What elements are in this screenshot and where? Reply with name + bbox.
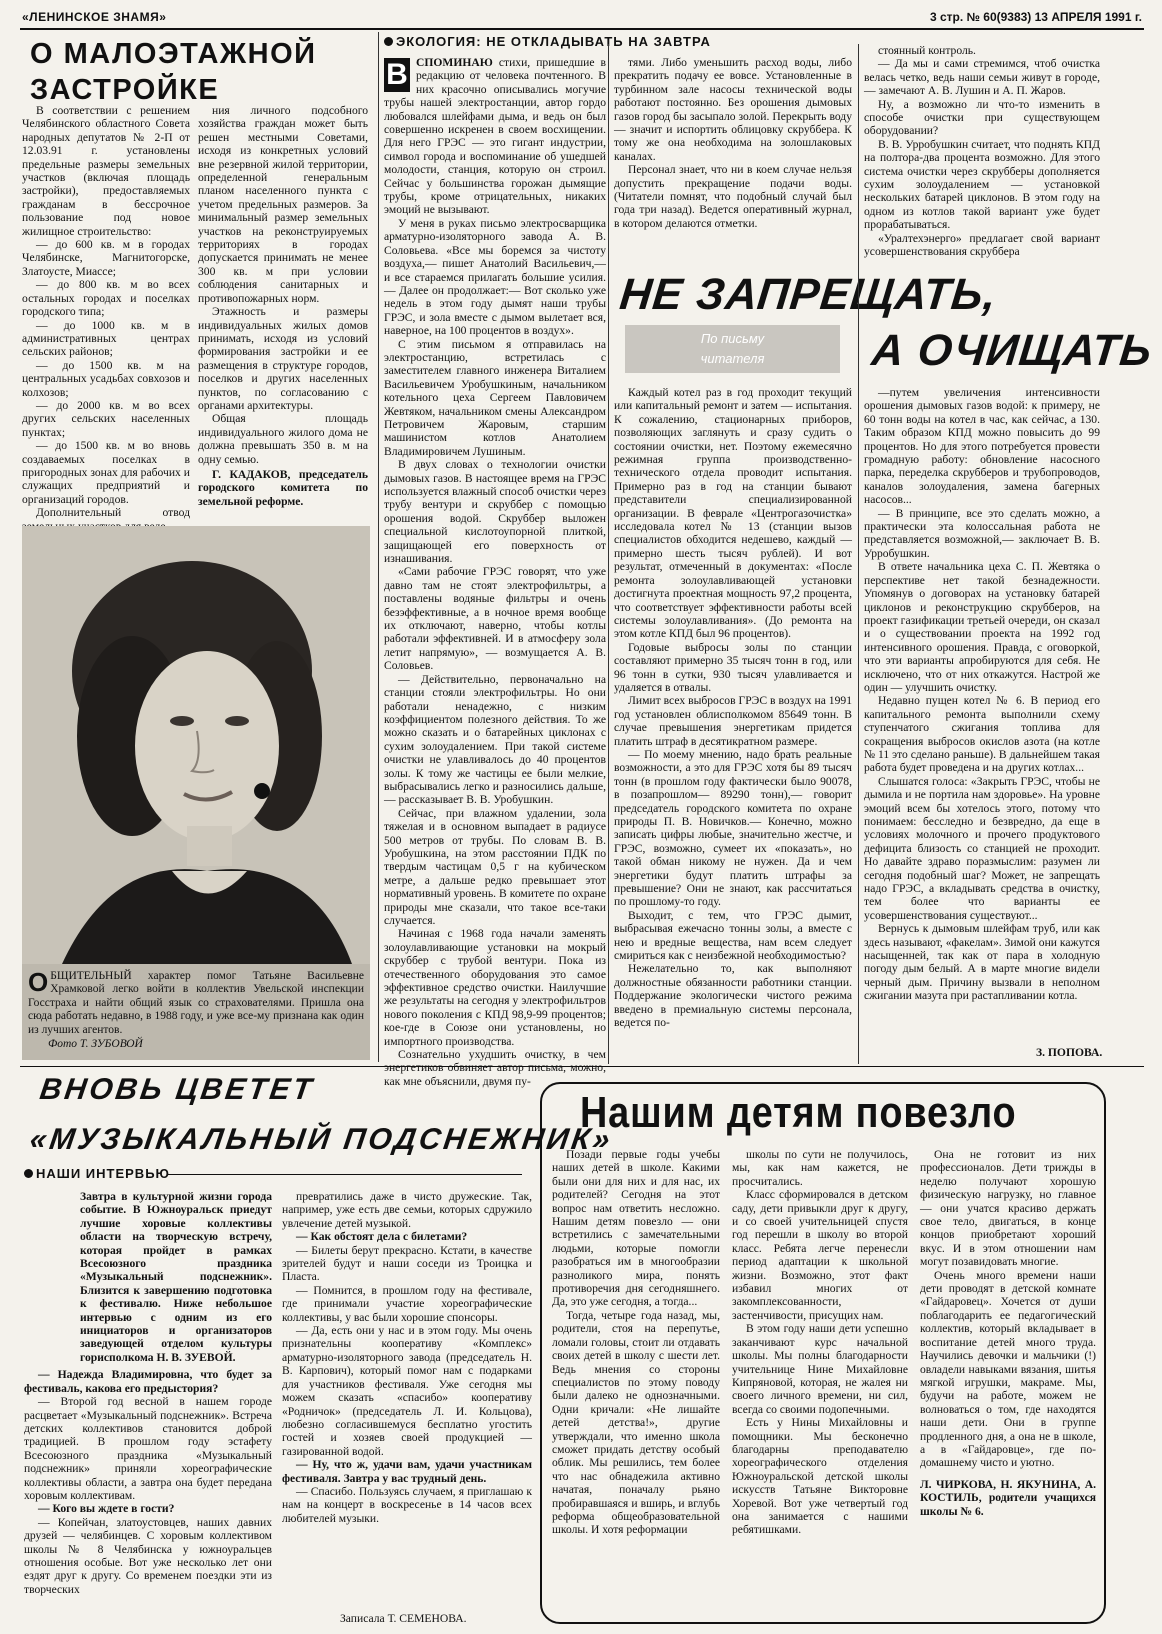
article2-paragraph: Недавно пущен котел № 6. В период его капитального ремонта выполнили схему ступенчатого сжигания топлива для сокращения выбросов окислов азота (на котле № 11 это сделано раньше). В дальнейшем такая работа будет проведена и на других котлах... xyxy=(864,694,1100,775)
article2-paragraph: Ну, а возможно ли что-то изменить в способе очистки при существующем оборудовании? xyxy=(864,97,1100,138)
article1-paragraph: Дополнительный отвод xyxy=(36,506,190,520)
article2-rubric-text: ЭКОЛОГИЯ: НЕ ОТКЛАДЫВАТЬ НА ЗАВТРА xyxy=(396,34,711,49)
caption-text: БЩИТЕЛЬНЫЙ характер помог Татьяне Васильевне Храмковой легко войти в коллектив Увельской инспекции Госстраха и найти общий язык со страхователями. Пришла она сюда работать недавно, в 1988 году, и уже все-му признана как один из лучших агентов. xyxy=(28,970,364,1036)
article3-paragraph: — Спасибо. Пользуясь случаем, я приглашаю к нам на концерт в воскресенье в 14 часов всех любителей музыки. xyxy=(282,1484,532,1525)
article2-paragraph: Слышатся голоса: «Закрыть ГРЭС, чтобы не дымила и не портила нам здоровье». На уровне эмоций всем бы хотелось этого, потому что понимаем: бесследно и безвредно, да еще в условиях молочного и прочего продуктового дефицита близость со станцией не проходит. Но давайте здраво поразмыслим: разумен ли сегодня подобный шаг? Может, не запрещать надо ГРЭС, а вкладывать средства в очистку, тем более что варианты ее усовершенствования существуют... xyxy=(864,774,1100,922)
article2-paragraph: Персонал знает, что ни в коем случае нельзя допустить прекращение подачи воды. (Читатели помнят, что подобный случай был года три назад). Ведется оперативный журнал, в котором делаются отметки. xyxy=(614,163,852,230)
article4-signature: Л. ЧИРКОВА, Н. ЯКУНИНА, А. КОСТИЛЬ, родители учащихся школы № 6. xyxy=(920,1477,1096,1518)
article3-title-line2: «МУЗЫКАЛЬНЫЙ ПОДСНЕЖНИК» xyxy=(27,1123,615,1156)
article3-paragraph: — Надежда Владимировна, что будет за фестиваль, какова его предыстория? xyxy=(24,1368,272,1395)
article2-title-line2: А ОЧИЩАТЬ xyxy=(869,326,1155,375)
article1-paragraph: ния личного подсобного хозяйства граждан может быть решен местными Советами, исходя из конкретных условий вне резервной жилой территории, определенной генеральным планом населенного пункта с учетом предельных размеров. За минимальный размер земельных участков на реконструируемых территориях в городах допускается принимать не менее 300 кв. м при условии соблюдения санитарных и противопожарных норм. xyxy=(198,104,368,305)
article3-paragraph: — Как обстоят дела с билетами? xyxy=(296,1230,468,1244)
article2-paragraph: — Да мы и сами стремимся, чтоб очистка велась четко, ведь наши семьи живут в городе,— замечают А. В. Лушин и А. П. Жаров. xyxy=(864,57,1100,98)
article2-paragraph: Нежелательно то, как выполняют должностные обязанности работники станции. Поддержание экологически чистого режима введено в премиальную системы персонала, ведется по- xyxy=(614,962,852,1030)
article4-paragraph: В этом году наши дети успешно заканчивают курс начальной школы. Мы полны благодарности учительнице Нине Михайловне Кипряновой, которая, не жалея ни своего личного времени, ни сил, всегда со своими подопечными. xyxy=(732,1322,908,1416)
article2-paragraph: Вернусь к дымовым шлейфам труб, или как здесь называют, «факелам». Зимой они кажутся насыщенней, так как от пара в холодную погоду дым белый. А в марте многие видели черный дым. Причину вызвали в неполном сжигании мазута при растапливании котла. xyxy=(864,922,1100,1003)
article4-column-3 xyxy=(920,1148,1096,1518)
article4-title: Нашим детям повезло xyxy=(580,1088,1017,1137)
caption-initial: О xyxy=(28,967,49,997)
article4-paragraph: Она не готовит из них профессионалов. Дети трижды в неделю получают хорошую физическую нагрузку, но главное — они учатся красиво держать свое тело, двигаться, в конце концов приобретают хороший вкус. И в этом отношении нам могут позавидовать многие. xyxy=(920,1148,1096,1269)
article1-paragraph: — до 800 кв. м во всех остальных городах и поселках городского типа; xyxy=(22,278,190,319)
article3-paragraph: — Помнится, в прошлом году на фестивале, где принимали участие хореографические коллективы, у вас были хорошие спонсоры. xyxy=(282,1283,532,1324)
article1-paragraph: Общая площадь индивидуального жилого дома не должна превышать 350 в. м на одну семью. xyxy=(198,412,368,466)
article4-paragraph: Очень много времени наши дети проводят в детской комнате «Гайдаровец». Хочется от души поблагодарить ее педагогический коллектив, который вкладывает в воспитание детей много труда. Научились девочки и мальчики (!) овладели навыками вязания, шитья мягкой игрушки, макраме. Мы, будучи на работе, можем не волноваться о том, где находятся наши дети. Они в группе продленного дня, а она не в школе, а в «Гайдаровце», где по-домашнему чисто и уютно. xyxy=(920,1268,1096,1470)
article3-paragraph: — Кого вы ждете в гости? xyxy=(38,1502,175,1516)
article3-paragraph: превратились даже в чисто дружеские. Так, например, уже есть две семьи, которых сдружило увлечение детей музыкой. xyxy=(282,1190,532,1230)
article3-paragraph: — Ну, что ж, удачи вам, удачи участникам фестиваля. Завтра у вас трудный день. xyxy=(282,1458,532,1485)
article1-paragraph: — до 1500 кв. м во вновь создаваемых поселках в пригородных зонах для рабочих и служащих предприятий и организаций городов. xyxy=(22,439,190,506)
reader-letter-tag xyxy=(625,325,840,373)
article2-column-1 xyxy=(384,56,606,1088)
article2-paragraph: Сознательно ухудшить очистку, в чем энергетиков обвиняет автор письма, можно, как мне объяснили, двумя пу- xyxy=(384,1048,606,1088)
portrait-photo xyxy=(22,526,370,964)
article3-paragraph: — Копейчан, златоустовцев, наших давних друзей — челябинцев. С хоровым коллективом школы № 8 Челябинска у южноуральцев отношения особые. Вот уже несколько лет они ездят друг к другу. Со временем поездки эти из творческих xyxy=(24,1515,272,1596)
article1-column-1 xyxy=(22,104,190,533)
article1-paragraph: — до 600 кв. м в городах Челябинске, Магнитогорске, Златоусте, Миассе; xyxy=(22,238,190,278)
article2-column-2-top xyxy=(614,56,852,230)
article2-paragraph: тями. Либо уменьшить расход воды, либо прекратить подачу ее вовсе. Установленные в турбинном зале насосы технической воды работают постоянно. Без орошения дымовых газов город бы засыпало золой. Перекрыть воду — значит и испортить облицовку скруббера. К тому же она необходима на золошлаковых каналах. xyxy=(614,56,852,163)
article2-paragraph: стоянный контроль. xyxy=(878,44,976,57)
article2-column-3-top xyxy=(864,44,1100,259)
article1-paragraph: — до 1500 кв. м на центральных усадьбах совхозов и колхозов; xyxy=(22,358,190,399)
article2-column-3 xyxy=(864,386,1100,1003)
article2-paragraph: Сейчас, при влажном удалении, зола тяжелая и в основном выпадает в радиусе 500 метров от трубы. По словам В. В. Уробушкина, на этом расстоянии ПДК по твердым частицам 0,5 г на кубическом метре, а дальше редко превышает этот нормативный уровень. В комитете по охране природы мне сказали, что такое все-таки случается. xyxy=(384,806,606,927)
article2-dropcap: В xyxy=(384,58,410,92)
article3-column-1 xyxy=(24,1190,272,1596)
article3-paragraph: — Второй год весной в нашем городе расцветает «Музыкальный подснежник». Встреча детских коллективов становится доброй традицией. В прошлом году эстафету Всесоюзного праздника «Музыкальный подснежник» приняли хореографические коллективы области, а завтра она будет передана хоровым коллективам. xyxy=(24,1395,272,1502)
article1-paragraph: Этажность и размеры индивидуальных жилых домов принимать, исходя из условий формирования застройки и ее размещения в структуре городов, поселков и других населенных пунктов, по согласованию с органами архитектуры. xyxy=(198,305,368,412)
newspaper-name: «ЛЕНИНСКОЕ ЗНАМЯ» xyxy=(22,10,167,24)
article2-column-2 xyxy=(614,386,852,1030)
rubric-line xyxy=(168,1174,522,1175)
article1-paragraph: — до 1000 кв. м в административных центрах сельских районов; xyxy=(22,318,190,359)
article4-paragraph: Класс сформировался в детском саду, дети привыкли друг к другу, и со своей учительницей спустя год перешли в школу во второй класс. Ребята легче перенесли период адаптации к школьной жизни. Возможно, этот факт избавил многих от закомплексованности, застенчивости, присущих нам. xyxy=(732,1188,908,1322)
article4-column-2 xyxy=(732,1148,908,1537)
article2-paragraph: «Сами рабочие ГРЭС говорят, что уже давно там не стоят электрофильтры, а поставлены водяные фильтры и очень безэффективные, а в ночное время вообще их отключают, наверно, чтобы котлы работали эффективней. И в атмосферу зола летит напрямую», — возмущается А. В. Соловьев. xyxy=(384,565,606,673)
article2-title-line1: НЕ ЗАПРЕЩАТЬ, xyxy=(617,270,1000,319)
column-divider xyxy=(608,44,609,1064)
article1-column-2 xyxy=(198,104,368,508)
article4-column-1 xyxy=(552,1148,720,1537)
article4-paragraph: школы по сути не получилось, мы, как нам кажется, не просчитались. xyxy=(732,1148,908,1188)
article3-signature: Записала Т. СЕМЕНОВА. xyxy=(340,1612,467,1625)
article3-column-2 xyxy=(282,1190,532,1525)
article2-paragraph: У меня в руках письмо электросварщика арматурно-изоляторного завода А. В. Соловьева. «Все мы боремся за чистоту воздуха,— пишет Анатолий Васильевич,— и все стараемся прилагать большие усилия.— Далее он продолжает:— Вот сколько уже недель в этом году дымят наши трубы ГРЭС, и зола вместе с дымом вылетает вся, наверное, на 100 процентов в воздух». xyxy=(384,216,606,338)
article2-paragraph: — По моему мнению, надо брать реальные возможности, а это для ГРЭС хотя бы 89 тысяч тонн (в прошлом году фактически было 90078, в позапрошлом— 89290 тонн),— говорит председатель городского комитета по охране природы П. В. Новичков.— Конечно, можно записать цифры любые, значительно жестче, и ГРЭС, возможно, сумеет их «показать», но такой обман никому не нужен. Да и чем энергетики будут платить штрафы за превышение? Они не знают, как рассчитаться по прошлому-то году. xyxy=(614,747,852,909)
article2-paragraph: В ответе начальника цеха С. П. Жевтяка о перспективе нет такой безнадежности. Упомянув о договорах на установку батарей циклонов и реконструкцию скрубберов, на проект газификации третьей очереди, он сказал и о существовании проекта на 1992 год интенсивного орошения. Правда, с оговоркой, что эти варианты апробируются для себя. Не исключено, что от них откажутся. Настрой же один — улучшить очистку. xyxy=(864,560,1100,694)
article1-signature: Г. КАДАКОВ, председатель городского комитета по земельной реформе. xyxy=(198,467,368,508)
article4-paragraph: Тогда, четыре года назад, мы, родители, стоя на перепутье, ломали головы, стоит ли отдавать своих детей в школу с шести лет. Ведь мнения со стороны специалистов по этому поводу были далеко не однозначными. Одни кричали: «Не лишайте детей детства!», другие утверждали, что именно школа сможет придать детству особый облик. Мы решились, тем более что нас обнадежила активно начатая, поначалу рьяно пробиравшаяся и вширь, и вглубь реформа общеобразовательной школы. И хотя реформации xyxy=(552,1308,720,1537)
photo-credit: Фото Т. ЗУБОВОЙ xyxy=(48,1038,143,1051)
tag-line2: читателя xyxy=(700,351,765,366)
article3-paragraph: — Да, есть они у нас и в этом году. Мы очень признательны кооперативу «Комплекс» арматурно-изоляторного завода (председатель Н. В. Карпович), который помог нам с подарками для участников фестиваля. Уже сегодня мы можем сказать «спасибо» кооперативу «Родничок» (председатель Л. И. Кольцова), любезно согласившемуся бесплатно угостить гостей и хозяев своей продукцией — газированной водой. xyxy=(282,1324,532,1458)
section-rule xyxy=(20,1066,1144,1067)
article1-title-line2: ЗАСТРОЙКЕ xyxy=(30,74,220,106)
article2-paragraph: Начиная с 1968 года начали заменять золоулавливающие установки на мокрый скруббер с трубой вентури. Пока из отечественного оборудования это самое эффективное средство очистки. Наилучшие же результаты на сегодня у электрофильтров нового поколения с КПД 98,9-99 процентов; кое-где в Союзе они установлены, но импортного производства. xyxy=(384,927,606,1048)
article2-paragraph: С этим письмом я отправилась на электростанцию, встретилась с заместителем главного инженера Виталием Васильевичем Уробушкиным, начальником котельного цеха Сергеем Павловичем Жевтяком, начальником смены Александром Петровичем Жаровым, старшим машинистом котлов Анатолием Владимировичем Лушиным. xyxy=(384,337,606,458)
article4-paragraph: Есть у Нины Михайловны и помощники. Мы бесконечно благодарны преподавателю хореографического отделения Южноуральской детской школы искусств Татьяне Викторовне Хоревой. Вот уже четвертый год она занимается с нашими ребятишками. xyxy=(732,1416,908,1537)
article2-paragraph: — Действительно, первоначально на станции стояли электрофильтры. Но они работали ненадежно, с низким коэффициентом полезного действия. То же можно сказать и о батарейных циклонах с сухим золоудалением. При такой системе очистки не улавливалось до 40 процентов золы. К тому же частицы ее были мелкие, выбрасывались легко и разносились дальше,— рассказывает В. В. Уробушкин. xyxy=(384,672,606,807)
article2-paragraph: «Уралтехэнерго» предлагает свой вариант усовершенствования скруббера xyxy=(864,231,1100,259)
article2-paragraph: — В принципе, все это сделать можно, а практически эта колоссальная работа не представляется возможной,— заключает В. В. Урробушкин. xyxy=(864,506,1100,560)
article2-paragraph: —путем увеличения интенсивности орошения дымовых газов водой: к примеру, не 60 тонн воды на котел в час, как сейчас, а 130. Таким образом КПД можно повысить до 99 процентов. Но для этого потребуется провести громадную работу: обновление насосного парка, переделка скрубберов и трубопроводов, каналов золоудаления, замена багерных насосов... xyxy=(864,386,1100,507)
article3-rubric-text: НАШИ ИНТЕРВЬЮ xyxy=(36,1166,170,1181)
article2-paragraph: В двух словах о технологии очистки дымовых газов. В настоящее время на ГРЭС используется влажный способ очистки через трубу вентури и скруббер с помощью орошения водой. Скруббер выложен специальной кислотоупорной плиткой, защищающей его поверхность от изнашивания. xyxy=(384,458,606,566)
column-divider xyxy=(378,32,379,1062)
column-divider xyxy=(858,44,859,1064)
article2-paragraph: Лимит всех выбросов ГРЭС в воздух на 1991 год установлен облисполкомом 85649 тонн. В случае превышения энергетикам придется платить штраф в десятикратном размере. xyxy=(614,694,852,748)
article2-paragraph: Годовые выбросы золы по станции составляют примерно 35 тысяч тонн в год, или 96 тонн в сутки, 930 тысяч улавливается и удаляется в отвалы. xyxy=(614,640,852,694)
tag-line1: По письму xyxy=(700,331,765,346)
article2-paragraph: В. В. Урробушкин считает, что поднять КПД на полтора-два процента возможно. Для этого система очистки через скрубберы дополняется сухим золоудалением — установкой нескольких батарей циклонов. В этом году на одном из котлов такой вариант уже будет прорабатываться. xyxy=(864,137,1100,232)
article1-paragraph: — до 2000 кв. м во всех других сельских населенных пунктах; xyxy=(22,398,190,439)
article3-rubric xyxy=(24,1166,170,1181)
issue-info: 3 стр. № 60(9383) 13 АПРЕЛЯ 1991 г. xyxy=(930,10,1142,24)
article1-paragraph: В соответствии с решением Челябинского областного Совета народных депутатов № 2-П от 12.03.91 г. установлены предельные размеры земельных участков (включая площадь застройки), предоставляемых гражданам в бессрочное пользование под новое жилищное строительство: xyxy=(22,104,190,238)
article2-rubric xyxy=(384,34,711,49)
article3-paragraph: — Билеты берут прекрасно. Кстати, в качестве зрителей будут и наши соседи из Троицка и Пласта. xyxy=(282,1243,532,1284)
article2-signature: З. ПОПОВА. xyxy=(1036,1046,1103,1059)
article2-lead-word: СПОМИНАЮ xyxy=(416,56,493,69)
article2-paragraph: Выходит, с тем, что ГРЭС дымит, выбрасывая ежечасно тонны золы, а вместе с нею и вредные вещества, нам всем следует смириться как с неизбежной необходимостью? xyxy=(614,908,852,963)
header-rule xyxy=(20,28,1144,30)
article4-paragraph: Позади первые годы учебы наших детей в школе. Какими были они для них и для нас, их родителей? Сегодня на этот вопрос нам ответить несложно. Нашим детям повезло — они встретились с замечательными людьми, которые помогли разобраться им в многообразии разноликого мира, понять противоречия дня сегодняшнего. Да, это уже сегодня, а тогда... xyxy=(552,1148,720,1309)
photo-caption xyxy=(22,964,370,1060)
article2-paragraph: Каждый котел раз в год проходит текущий или капитальный ремонт и затем — испытания. К сожалению, стационарных приборов, позволяющих заглянуть и сразу судить о состоянии очистки, нет. Поэтому ежемесячно режимная группа производственно-технического отдела проводит испытания. Примерно раз в год на станции бывают представители специализированной организации. В феврале «Центрогазочистка» исследовала котел № 13 (станции вызов специалистов обходится недешево, каждый — примерно шесть тысяч рублей). И вот результат, отмеченный в документах: «После ремонта золоулавливающей установки достигнута проектная мощность 97,2 процента, что соответствует эффективности работы всей системы золоулавливания». (До ремонта на этом котле КПД был 96 процентов). xyxy=(614,386,852,641)
article3-lead: Завтра в культурной жизни города событие. В Южноуральск приедут лучшие хоровые коллективы области на творческую встречу, которая пройдет в рамках Всесоюзного праздника «Музыкальный подснежник». Близится к завершению подготовка к фестивалю. Ниже небольшое интервью с одним из его инициаторов и организаторов заведующей отделом культуры горисполкома Н. В. ЗУЕВОЙ. xyxy=(80,1190,272,1364)
article3-title-line1: ВНОВЬ ЦВЕТЕТ xyxy=(37,1073,317,1106)
article2-col1-first: стихи, пришедшие в редакцию от человека почтенного. В них красочно описывались могучие трубы нашей электростанции, автор гордо любовался шлейфами дыма, и ведь он был совершенно искренен в своем восхищении. Для него ГРЭС — это гигант индустрии, символ города и воспоминание об ушедшей молодости, станция, которую он строил. Сейчас у большинства горожан дымящие трубы, кроме отрицательных, никаких эмоций не вызывают. xyxy=(384,56,606,217)
article1-title-line1: О МАЛОЭТАЖНОЙ xyxy=(30,38,317,70)
